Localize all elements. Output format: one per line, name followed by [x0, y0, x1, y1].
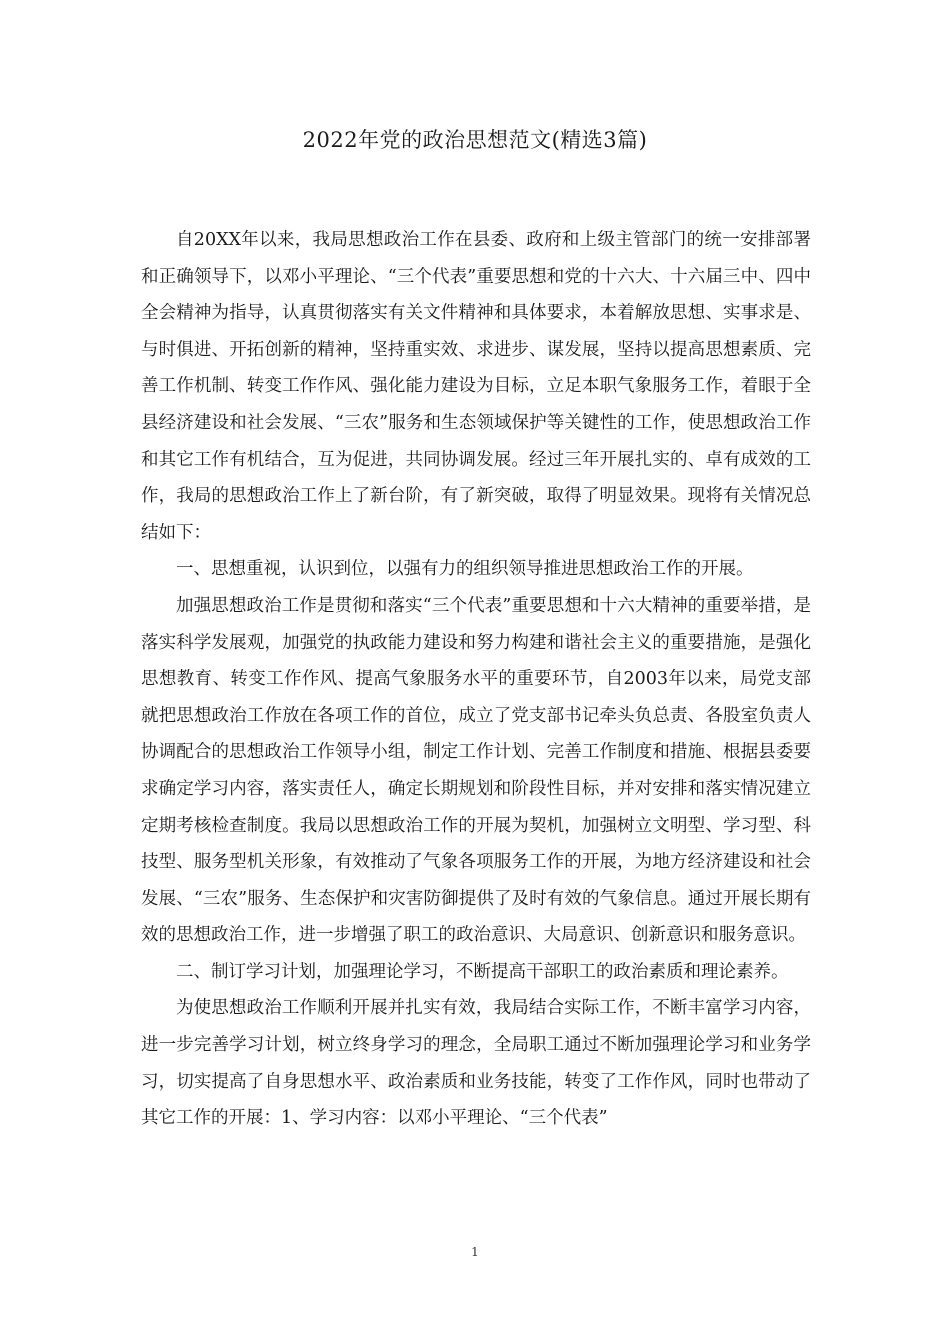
paragraph-heading-one: 一、思想重视，认识到位，以强有力的组织领导推进思想政治工作的开展。	[176, 559, 754, 580]
paragraph-section-one: 加强思想政治工作是贯彻和落实“三个代表”重要思想和十六大精神的重要举措，是落实科学发展观，加强党的执政能力建设和努力构建和谐社会主义的重要措施，是强化思想教育、转变工作作风、提高气象服务水平的重要环节，自2003年以来，局党支部就把思想政治工作放在各项工作的首位，成立了党支部书记牵头负总责、各股室负责人协调配合的思想政治工作领导小组，制定工作计划、完善工作制度和措施、根据县委要求确定学习内容，落实责任人，确定长期规划和阶段性目标，并对安排和落实情况建立定期考核检查制度。我局以思想政治工作的开展为契机，加强树立文明型、学习型、科技型、服务型机关形象，有效推动了气象各项服务工作的开展，为地方经济建设和社会发展、“三农”服务、生态保护和灾害防御提供了及时有效的气象信息。通过开展长期有效的思想政治工作，进一步增强了职工的政治意识、大局意识、创新意识和服务意识。	[141, 595, 811, 946]
document-body	[141, 222, 811, 1137]
document-title: 2022年党的政治思想范文(精选3篇)	[302, 128, 648, 152]
paragraph-intro: 自20XX年以来，我局思想政治工作在县委、政府和上级主管部门的统一安排部署和正确领导下，以邓小平理论、“三个代表”重要思想和党的十六大、十六届三中、四中全会精神为指导，认真贯彻落实有关文件精神和具体要求，本着解放思想、实事求是、与时俱进、开拓创新的精神，坚持重实效、求进步、谋发展，坚持以提高思想素质、完善工作机制、转变工作作风、强化能力建设为目标，立足本职气象服务工作，着眼于全县经济建设和社会发展、“三农”服务和生态领域保护等关键性的工作，使思想政治工作和其它工作有机结合，互为促进，共同协调发展。经过三年开展扎实的、卓有成效的工作，我局的思想政治工作上了新台阶，有了新突破，取得了明显效果。现将有关情况总结如下：	[141, 230, 811, 543]
paragraph-section-two: 为使思想政治工作顺利开展并扎实有效，我局结合实际工作，不断丰富学习内容，进一步完善学习计划，树立终身学习的理念，全局职工通过不断加强理论学习和业务学习，切实提高了自身思想水平、政治素质和业务技能，转变了工作作风，同时也带动了其它工作的开展：1、学习内容：以邓小平理论、“三个代表”	[141, 998, 811, 1129]
page-number: 1	[471, 1245, 479, 1259]
paragraph-heading-two: 二、制订学习计划，加强理论学习，不断提高干部职工的政治素质和理论素养。	[176, 961, 789, 982]
